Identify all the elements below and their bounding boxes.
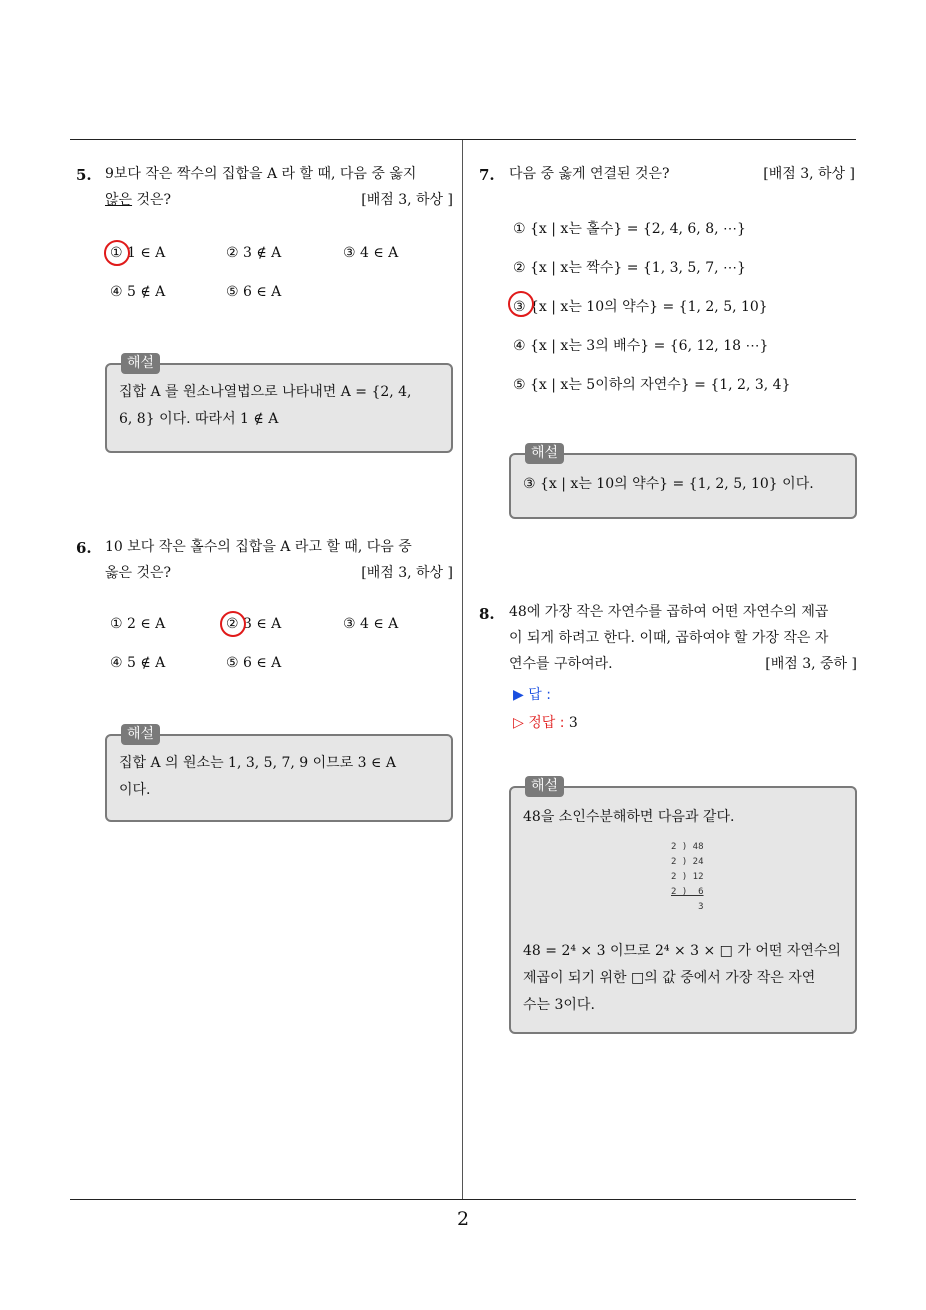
choice-label: ⑤ 6 ∈ A [226,655,282,671]
question-text-line: 48에 가장 작은 자연수를 곱하여 어떤 자연수의 제곱 [509,604,829,620]
choice-2[interactable] [226,616,281,632]
choice-4[interactable] [513,335,768,355]
choice-5[interactable] [226,655,281,671]
question-number: 6. [76,539,92,557]
question-text [105,161,453,213]
explanation-line: 집합 A 를 원소나열법으로 나타내면 A = {2, 4, [119,384,412,400]
question-text [105,534,453,586]
question-text-line [509,651,857,677]
choice-label: ① {x | x는 홀수} = {2, 4, 6, 8, ⋯} [513,221,746,237]
explanation-line: 집합 A 의 원소는 1, 3, 5, 7, 9 이므로 3 ∈ A [119,755,396,771]
selected-circle-mark [220,611,246,637]
choice-label: ① 1 ∈ A [110,245,166,261]
question-text-line [105,187,453,213]
choice-label: ③ 4 ∈ A [343,245,399,261]
choice-label: ③ {x | x는 10의 약수} = {1, 2, 5, 10} [513,299,768,315]
choice-4[interactable] [110,655,165,671]
explanation-text [523,471,843,498]
column-divider [462,140,463,1200]
bottom-rule [70,1199,856,1200]
explanation-tag: 해설 [525,776,564,797]
explanation-box [105,355,453,453]
choice-label: ② 3 ∉ A [226,245,282,261]
question-text-line [105,560,453,586]
choice-label: ③ 4 ∈ A [343,616,399,632]
score-label: [배점 3, 하상 ] [361,192,453,208]
explanation-tag: 해설 [121,724,160,745]
question-text-rest: 것은? [132,192,172,208]
choice-1[interactable] [110,616,165,632]
choice-2[interactable] [513,257,746,277]
question-number: 7. [479,166,495,184]
score-label: [배점 3, 하상 ] [361,565,453,581]
explanation-line: 48 = 2⁴ × 3 이므로 2⁴ × 3 × □ 가 어떤 자연수의 [523,943,841,959]
choice-label: ② {x | x는 짝수} = {1, 3, 5, 7, ⋯} [513,260,746,276]
choice-label: ② 3 ∈ A [226,616,282,632]
question-text-line: 이 되게 하려고 한다. 이때, 곱하여야 할 가장 작은 자 [509,630,829,646]
division-row: 2 ) 6 [671,887,704,897]
explanation-text [119,379,439,433]
question-text-line: 9보다 작은 짝수의 집합을 A 라 할 때, 다음 중 옳지 [105,166,417,182]
division-row: 2 ) 12 [671,872,704,882]
choice-label: ④ 5 ∉ A [110,655,166,671]
choice-label: ⑤ {x | x는 5이하의 자연수} = {1, 2, 3, 4} [513,377,791,393]
division-row: 3 [671,902,704,912]
division-row: 2 ) 24 [671,857,704,867]
choice-1[interactable] [110,245,165,261]
question-text [509,599,857,677]
explanation-text [523,804,843,831]
choice-5[interactable] [513,374,790,394]
correct-answer-value: 3 [568,715,578,731]
explanation-box [509,445,857,519]
correct-answer [513,712,578,732]
explanation-text-continued [523,938,843,1019]
underlined-word: 않은 [105,192,133,208]
selected-circle-mark [508,291,534,317]
choice-2[interactable] [226,245,281,261]
choice-3[interactable] [343,245,398,261]
explanation-line: 이다. [119,782,151,798]
question-text-line: 10 보다 작은 홀수의 집합을 A 라고 할 때, 다음 중 [105,539,412,555]
choice-4[interactable] [110,284,165,300]
choice-3[interactable] [343,616,398,632]
question-text-rest: 연수를 구하여라. [509,656,613,672]
selected-circle-mark [104,240,130,266]
choice-label: ① 2 ∈ A [110,616,166,632]
score-label: [배점 3, 하상 ] [763,166,855,182]
question-number: 8. [479,605,495,623]
choice-label: ⑤ 6 ∈ A [226,284,282,300]
choice-3[interactable] [513,296,768,316]
explanation-text [119,750,439,804]
question-text-rest: 다음 중 옳게 연결된 것은? [509,166,670,182]
explanation-tag: 해설 [525,443,564,464]
page-number: 2 [456,1208,470,1230]
explanation-tag: 해설 [121,353,160,374]
top-rule [70,139,856,140]
division-row: 2 ) 48 [671,842,704,852]
explanation-line: 6, 8} 이다. 따라서 1 ∉ A [119,411,279,427]
question-text-rest: 옳은 것은? [105,565,172,581]
question-text-line [509,161,855,187]
prime-factorization-table [671,840,704,915]
explanation-line: ③ {x | x는 10의 약수} = {1, 2, 5, 10} 이다. [523,476,814,492]
explanation-box [105,726,453,822]
question-text [509,161,855,187]
choice-5[interactable] [226,284,281,300]
choice-label: ④ 5 ∉ A [110,284,166,300]
question-number: 5. [76,166,92,184]
score-label: [배점 3, 중하 ] [765,656,857,672]
explanation-box [509,778,857,1034]
choice-label: ④ {x | x는 3의 배수} = {6, 12, 18 ⋯} [513,338,769,354]
explanation-line: 48을 소인수분해하면 다음과 같다. [523,809,735,825]
correct-answer-label: ▷ 정답 : [513,715,565,731]
answer-label: ▶ 답 : [513,687,551,703]
explanation-line: 제곱이 되기 위한 □의 값 중에서 가장 작은 자연 [523,970,816,986]
choice-1[interactable] [513,218,746,238]
explanation-line: 수는 3이다. [523,997,595,1013]
